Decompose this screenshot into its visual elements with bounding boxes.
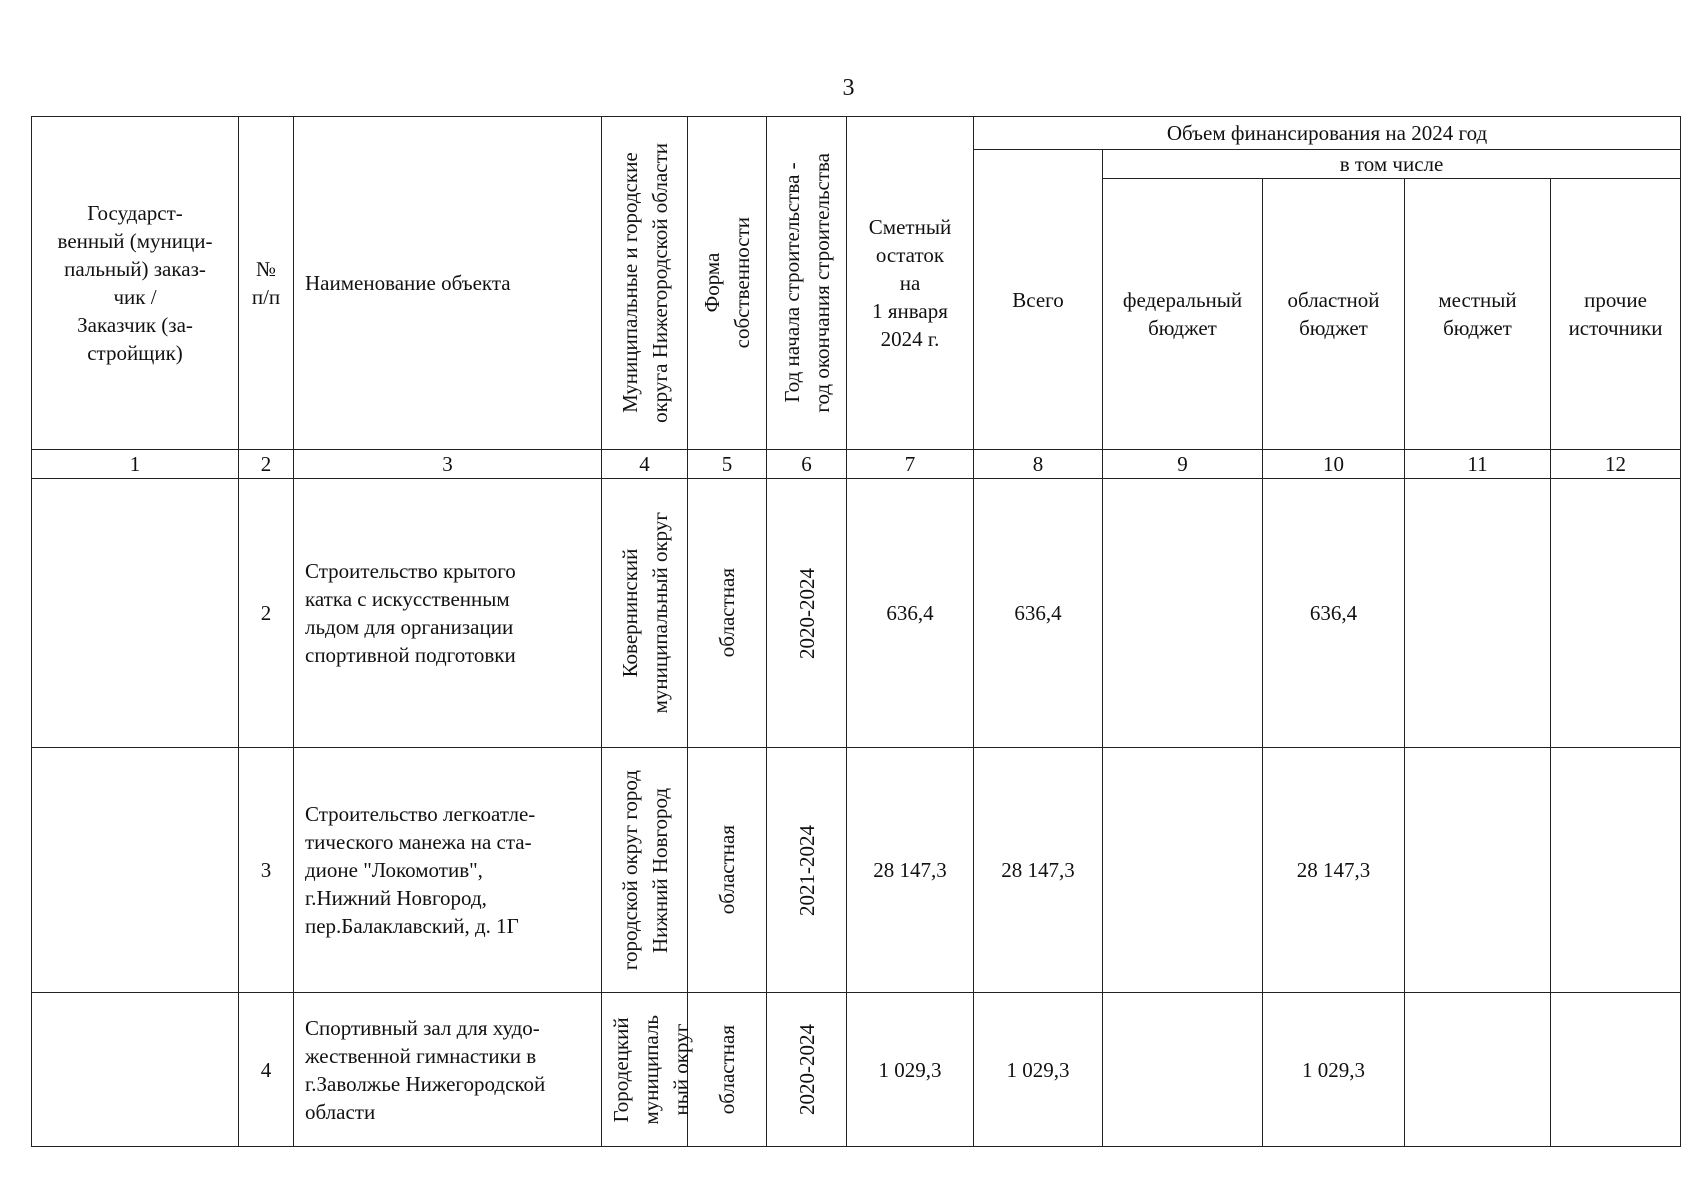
row-years: 2020-2024	[794, 1024, 819, 1115]
header-object-name: Наименование объекта	[294, 117, 602, 450]
row-object-name: Строительство легкоатле- тического манежа на ста- дионе "Локомотив", г.Нижний Новгород, пер.Балаклавский, д. 1Г	[294, 748, 602, 993]
row-other	[1551, 993, 1681, 1147]
row-other	[1551, 748, 1681, 993]
row-local	[1405, 479, 1551, 748]
row-customer	[32, 748, 239, 993]
row-municipality: Ковернинский муниципальный округ	[617, 512, 672, 714]
table-row	[32, 479, 1681, 748]
row-ownership: областная	[715, 1024, 739, 1115]
row-ownership-cell	[688, 993, 767, 1147]
column-number: 10	[1263, 450, 1405, 479]
row-regional: 1 029,3	[1263, 993, 1405, 1147]
header-local: местный бюджет	[1405, 179, 1551, 450]
header-total: Всего	[974, 150, 1103, 450]
row-estimate-balance: 1 029,3	[847, 993, 974, 1147]
column-number: 6	[767, 450, 847, 479]
row-years: 2021-2024	[794, 824, 819, 916]
row-customer	[32, 479, 239, 748]
table-row	[32, 748, 1681, 993]
header-years: Год начала строительства - год окончания строительства	[779, 153, 834, 413]
column-number: 12	[1551, 450, 1681, 479]
column-number: 11	[1405, 450, 1551, 479]
header-including: в том числе	[1103, 150, 1681, 179]
row-municipality: городской округ город Нижний Новгород	[617, 769, 672, 971]
row-object-name: Спортивный зал для худо- жественной гимнастики в г.Заволжье Нижегородской области	[294, 993, 602, 1147]
row-estimate-balance: 636,4	[847, 479, 974, 748]
column-number: 4	[602, 450, 688, 479]
header-years-cell	[767, 117, 847, 450]
row-object-name: Строительство крытого катка с искусственным льдом для организации спортивной подготовки	[294, 479, 602, 748]
financing-table	[31, 116, 1681, 1147]
column-number: 2	[239, 450, 294, 479]
header-financing-group: Объем финансирования на 2024 год	[974, 117, 1681, 150]
row-regional: 28 147,3	[1263, 748, 1405, 993]
page-number: 3	[842, 75, 855, 101]
column-number: 7	[847, 450, 974, 479]
row-federal	[1103, 748, 1263, 993]
column-number: 5	[688, 450, 767, 479]
row-ownership: областная	[715, 825, 739, 915]
table-row	[32, 993, 1681, 1147]
row-other	[1551, 479, 1681, 748]
header-estimate-balance: Сметный остаток на 1 января 2024 г.	[847, 117, 974, 450]
row-federal	[1103, 479, 1263, 748]
column-number: 9	[1103, 450, 1263, 479]
row-total: 28 147,3	[974, 748, 1103, 993]
row-customer	[32, 993, 239, 1147]
column-number: 1	[32, 450, 239, 479]
header-regional: областной бюджет	[1263, 179, 1405, 450]
row-index: 2	[239, 479, 294, 748]
row-estimate-balance: 28 147,3	[847, 748, 974, 993]
row-local	[1405, 748, 1551, 993]
header-index: № п/п	[239, 117, 294, 450]
row-index: 3	[239, 748, 294, 993]
row-total: 1 029,3	[974, 993, 1103, 1147]
header-federal: федеральный бюджет	[1103, 179, 1263, 450]
header-ownership-cell	[688, 117, 767, 450]
row-ownership-cell	[688, 479, 767, 748]
row-municipality-cell	[602, 748, 688, 993]
header-ownership: Форма собственности	[700, 217, 754, 349]
header-municipality: Муниципальные и городские округа Нижегородской области	[617, 143, 672, 423]
header-customer: Государст- венный (муници- пальный) заказ- чик / Заказчик (за- стройщик)	[32, 117, 239, 450]
column-number: 3	[294, 450, 602, 479]
row-municipality: Городецкий муниципаль ный округ	[609, 1014, 693, 1125]
row-total: 636,4	[974, 479, 1103, 748]
row-local	[1405, 993, 1551, 1147]
row-ownership-cell	[688, 748, 767, 993]
row-municipality-cell	[602, 993, 693, 1147]
row-years-cell	[767, 993, 847, 1147]
row-federal	[1103, 993, 1263, 1147]
row-ownership: областная	[715, 568, 739, 658]
row-index: 4	[239, 993, 294, 1147]
row-years-cell	[767, 748, 847, 993]
row-municipality-cell	[602, 479, 688, 748]
row-years-cell	[767, 479, 847, 748]
header-other: прочие источники	[1551, 179, 1681, 450]
column-number: 8	[974, 450, 1103, 479]
header-municipality-cell	[602, 117, 688, 450]
row-years: 2020-2024	[794, 567, 819, 659]
row-regional: 636,4	[1263, 479, 1405, 748]
